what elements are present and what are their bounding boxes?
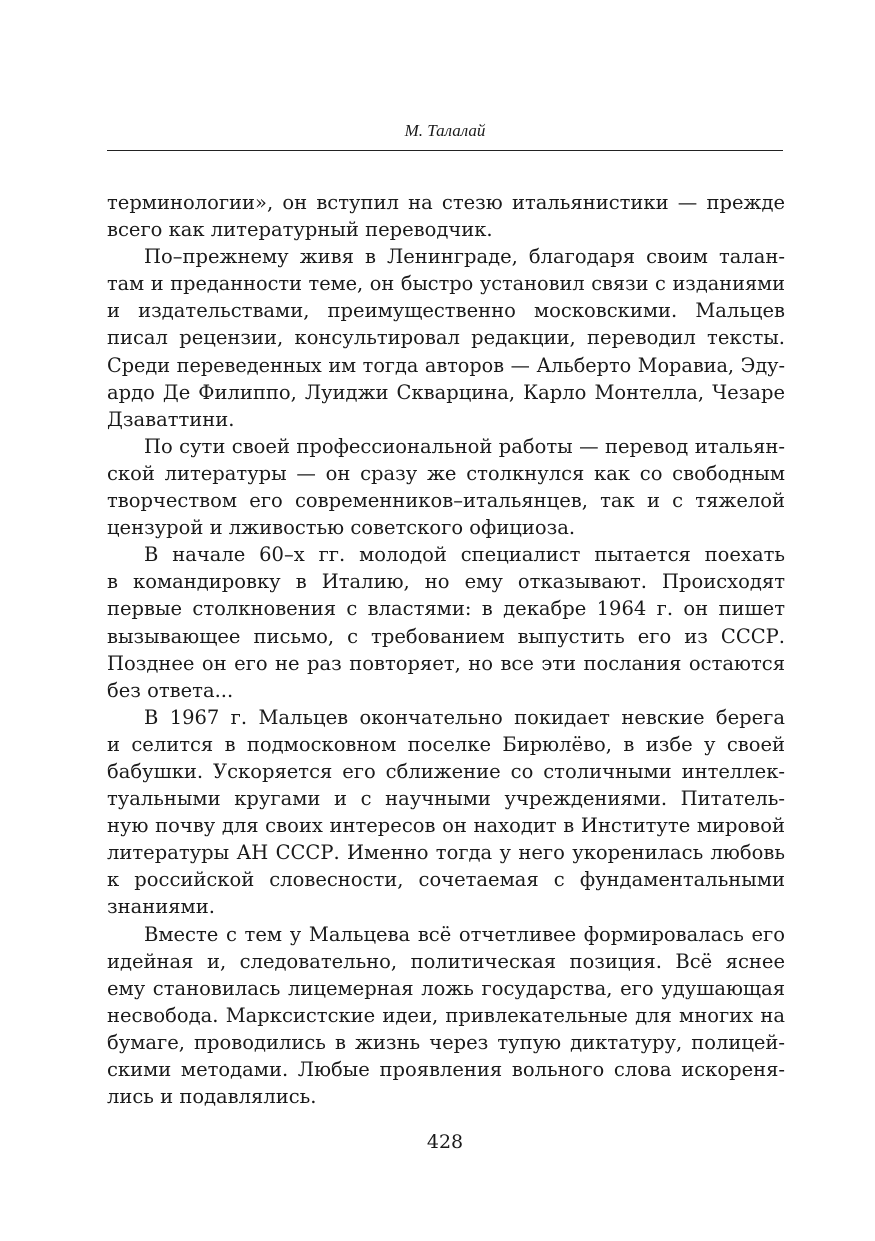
text-line: писал рецензии, консультировал редакции, переводил тексты.: [107, 326, 785, 350]
text-line: ему становилась лицемерная ложь государства, его удушающая: [107, 976, 785, 1000]
text-line: первые столкновения с властями: в декабре 1964 г. он пишет: [107, 597, 785, 621]
text-line: бумаге, проводились в жизнь через тупую диктатуру, полицей-: [107, 1030, 785, 1054]
page-number: 428: [426, 1131, 464, 1153]
text-line: В начале 60–х гг. молодой специалист пытается поехать: [144, 543, 785, 567]
text-line: к российской словесности, сочетаемая с фундаментальными: [107, 868, 785, 892]
text-line: без ответа...: [107, 678, 234, 702]
paragraph: [107, 704, 785, 921]
text-line: и селится в подмосковном поселке Бирюлёво, в избе у своей: [107, 732, 785, 756]
text-line: бабушки. Ускоряется его сближение со столичными интеллек-: [107, 759, 785, 783]
text-line: В 1967 г. Мальцев окончательно покидает невские берега: [144, 705, 785, 729]
running-head-author: М. Талалай: [404, 121, 486, 140]
text-line: Вместе с тем у Мальцева всё отчетливее формировалась его: [144, 922, 785, 946]
text-line: ской литературы — он сразу же столкнулся как со свободным: [107, 461, 785, 485]
text-line: там и преданности теме, он быстро установил связи с изданиями: [107, 272, 785, 296]
text-line: несвобода. Марксистские идеи, привлекательные для многих на: [107, 1003, 785, 1027]
text-line: и издательствами, преимущественно московскими. Мальцев: [107, 299, 785, 323]
text-line: туальными кругами и с научными учреждениями. Питатель-: [107, 787, 785, 811]
text-line: знаниями.: [107, 895, 215, 919]
text-line: По–прежнему живя в Ленинграде, благодаря своим талан-: [144, 245, 785, 269]
text-line: скими методами. Любые проявления вольного слова искореня-: [107, 1058, 785, 1081]
text-line: всего как литературный переводчик.: [107, 218, 493, 242]
text-line: цензурой и лживостью советского официоза.: [107, 516, 576, 540]
text-line: в командировку в Италию, но ему отказывают. Происходят: [107, 570, 785, 594]
text-line: лись и подавлялись.: [107, 1085, 317, 1109]
header-rule: [107, 150, 783, 151]
text-line: Дзаваттини.: [107, 407, 235, 431]
paragraph: [107, 433, 785, 541]
text-line: литературы АН СССР. Именно тогда у него укоренилась любовь: [107, 841, 785, 865]
text-line: терминологии», он вступил на стезю итальянистики — прежде: [107, 191, 785, 214]
text-line: ардо Де Филиппо, Луиджи Скварцина, Карло Монтелла, Чезаре: [107, 380, 785, 404]
text-line: Среди переведенных им тогда авторов — Альберто Моравиа, Эду-: [107, 353, 785, 377]
body-text: [107, 189, 785, 1110]
text-line: ную почву для своих интересов он находит в Институте мировой: [107, 814, 785, 838]
text-line: вызывающее письмо, с требованием выпустить его из СССР.: [107, 624, 785, 648]
paragraph: [107, 189, 785, 243]
paragraph: [107, 541, 785, 704]
text-line: По сути своей профессиональной работы — перевод итальян-: [144, 434, 785, 458]
paragraph: [107, 921, 785, 1111]
text-line: Позднее он его не раз повторяет, но все эти послания остаются: [107, 651, 785, 675]
text-line: идейная и, следовательно, политическая позиция. Всё яснее: [107, 949, 785, 973]
text-line: творчеством его современников–итальянцев, так и с тяжелой: [107, 489, 785, 513]
paragraph: [107, 243, 785, 433]
